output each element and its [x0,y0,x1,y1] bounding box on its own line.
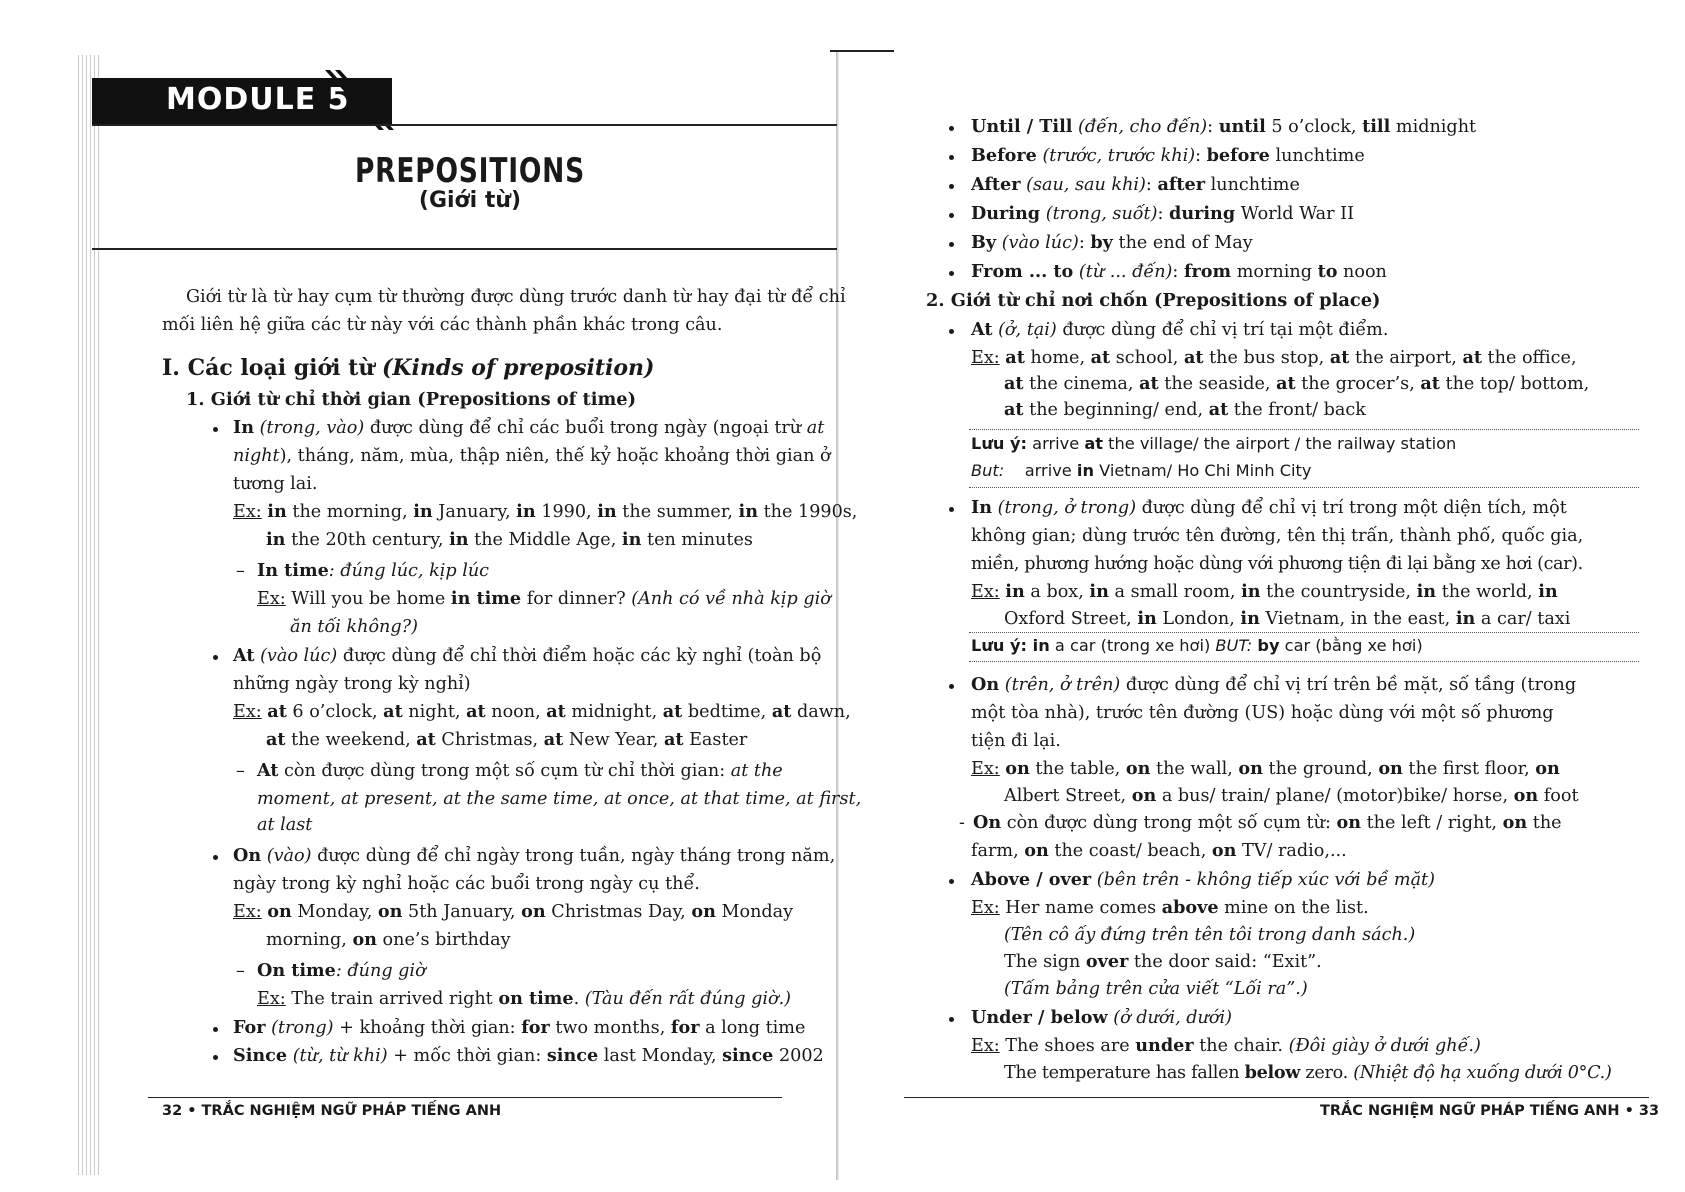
place-in-line-1: In (trong, ở trong) được dùng để chỉ vị trí trong một diện tích, một [971,497,1567,518]
example-text: 1990, [535,502,598,522]
example-text: the top/ bottom, [1439,374,1590,394]
example-text: dawn, [791,702,851,722]
preposition-word: since [722,1045,774,1066]
intro-line-1: Giới từ là từ hay cụm từ thường được dùng trước danh từ hay đại từ để chỉ [186,287,846,307]
in-time-example: Ex: Will you be home in time for dinner? (Anh có về nhà kịp giờ [257,588,831,609]
note-car: Lưu ý: in a car (trong xe hơi) BUT: by car (bằng xe hơi) [971,636,1423,655]
above-line: Above / over (bên trên - không tiếp xúc với bề mặt) [971,869,1435,890]
bullet [213,655,218,660]
example-text: last Monday, [598,1046,723,1066]
example-text: the bus stop, [1203,348,1330,368]
preposition-word: since [546,1045,599,1066]
in-line-1: In (trong, vào) được dùng để chỉ các buổi trong ngày (ngoại trừ at [233,417,825,438]
preposition-word: at [416,729,436,750]
example-text: lunchtime [1269,146,1365,166]
example-text: the summer, [616,502,739,522]
bullet [213,427,218,432]
at-line-2: những ngày trong kỳ nghỉ) [233,674,471,694]
preposition-word: at [771,701,792,722]
bullet [949,271,954,276]
preposition-word: from [1183,261,1232,282]
module-label: MODULE 5 [166,82,350,117]
preposition-word: at [1420,373,1440,394]
preposition-word: at [662,701,683,722]
example-text: two months, [549,1018,671,1038]
in-example-2 [266,526,753,554]
example-text: 6 o’clock, [286,702,384,722]
preposition-word: in [621,529,642,550]
intro-line-2: mối liên hệ giữa các từ này với các thành phần khác trong câu. [162,315,723,335]
example-text: a bus/ train/ plane/ (motor)bike/ horse, [1156,786,1514,806]
preposition-word: in [1241,581,1261,602]
preposition-word: at [383,701,403,722]
example-text: a small room, [1108,582,1242,602]
example-text: midnight, [565,702,663,722]
preposition-word: at [1462,347,1482,368]
bullet [949,242,954,247]
example-text: January, [432,502,517,522]
example-text: the 1990s, [758,502,858,522]
example-text: the grocer’s, [1295,374,1421,394]
section-heading: I. Các loại giới từ (Kinds of preposition) [162,355,655,381]
example-text: the world, [1436,582,1539,602]
example-text: World War II [1235,204,1355,224]
example-text: the front/ back [1228,400,1366,420]
bullet [949,1017,954,1022]
place-at-example-3 [1004,396,1366,424]
example-text: Monday, [291,902,378,922]
preposition-word: at [1004,373,1024,394]
footer-rule [148,1097,782,1098]
note-divider [969,487,1639,488]
place-on-example-2: Albert Street, on a bus/ train/ plane/ (motor)bike/ horse, on foot [1004,785,1579,806]
on-more-line-1: On còn được dùng trong một số cụm từ: on the left / right, on the [973,812,1562,833]
bullet [213,1027,218,1032]
page-subtitle: (Giới từ) [418,188,522,213]
preposition-word: in [1005,581,1025,602]
under-example-2: The temperature has fallen below zero. (Nhiệt độ hạ xuống dưới 0°C.) [1004,1062,1612,1083]
dash: - [959,813,965,833]
dash: – [236,961,245,981]
example-text: the office, [1481,348,1577,368]
example-text: TV/ radio,... [1236,841,1347,861]
example-text: the airport, [1349,348,1463,368]
preposition-word: on [691,901,716,922]
note-arrive-at: Lưu ý: arrive at the village/ the airport / the railway station [971,434,1457,453]
preposition-word: on [1336,812,1361,833]
page-footer-left: 32 • TRẮC NGHIỆM NGỮ PHÁP TIẾNG ANH [162,1103,502,1119]
preposition-word: at [1005,347,1025,368]
preposition-word: in [413,501,433,522]
place-in-line-2: không gian; dùng trước tên đường, tên thị trấn, thành phố, quốc gia, [971,526,1584,546]
in-line-3: tương lai. [233,474,318,494]
example-text: midnight [1390,117,1477,137]
preposition-word: at [1139,373,1159,394]
preposition-word: after [1157,174,1206,195]
example-text: a box, [1024,582,1090,602]
preposition-word: at [1208,399,1229,420]
example-text: a long time [699,1018,806,1038]
above-example-2: The sign over the door said: “Exit”. [1004,951,1322,972]
place-in-example-2: Oxford Street, in London, in Vietnam, in the east, in a car/ taxi [1004,608,1571,629]
page-footer-right: TRẮC NGHIỆM NGỮ PHÁP TIẾNG ANH • 33 [1320,1103,1660,1119]
preposition-word: in [1089,581,1109,602]
by-line: By (vào lúc): by the end of May [971,232,1253,253]
at-line-1: At (vào lúc) được dùng để chỉ thời điểm hoặc các kỳ nghỉ (toàn bộ [233,645,822,666]
example-text: bedtime, [682,702,772,722]
for-line: For (trong) + khoảng thời gian: for two months, for a long time [233,1017,806,1038]
place-at-line: At (ở, tại) được dùng để chỉ vị trí tại một điểm. [971,319,1389,340]
at-more-line-1: At còn được dùng trong một số cụm từ chỉ thời gian: at the [257,760,783,781]
example-text: 2002 [773,1046,824,1066]
bullet [949,184,954,189]
subsection-time: 1. Giới từ chỉ thời gian (Prepositions of time) [186,389,636,410]
example-text: the [1527,813,1562,833]
bullet [949,213,954,218]
preposition-word: at [546,701,566,722]
bullet [949,879,954,884]
example-text: the morning, [286,502,414,522]
preposition-word: in [1240,608,1260,629]
header-rule-bottom [92,248,837,250]
footer-rule [904,1097,1649,1098]
preposition-word: to [1317,261,1338,282]
preposition-word: on [521,901,546,922]
preposition-word: at [1276,373,1296,394]
preposition-word: on [377,901,403,922]
preposition-word: at [267,701,287,722]
bullet [949,507,954,512]
place-on-line-2: một tòa nhà), trước tên đường (US) hoặc dùng với một số phương [971,703,1554,723]
header-rule-top [92,124,837,126]
example-text: noon [1337,262,1387,282]
preposition-word: on [1378,758,1403,779]
on-example-2: morning, on one’s birthday [266,929,511,950]
example-text: ten minutes [641,530,753,550]
preposition-word: in [1416,581,1437,602]
preposition-word: on [1024,840,1049,861]
preposition-word: on [1513,785,1539,806]
example-text: the ground, [1262,759,1379,779]
preposition-word: at [543,729,564,750]
on-line-1: On (vào) được dùng để chỉ ngày trong tuần, ngày tháng trong năm, [233,845,836,866]
example-text: New Year, [563,730,664,750]
bullet [949,155,954,160]
in-example-1: Ex: in the morning, in January, in 1990, in the summer, in the 1990s, [233,501,858,522]
example-text: the cinema, [1023,374,1140,394]
place-in-example-1: Ex: in a box, in a small room, in the countryside, in the world, in [971,581,1558,602]
in-line-2: night), tháng, năm, mùa, thập niên, thế kỷ hoặc khoảng thời gian ở [233,446,831,466]
preposition-word: before [1206,145,1270,166]
at-example-2 [266,726,747,754]
preposition-word: on [1238,758,1263,779]
until-line: Until / Till (đến, cho đến): until 5 o’clock, till midnight [971,116,1477,137]
from-line: From ... to (từ ... đến): from morning to noon [971,261,1387,282]
example-text: the first floor, [1402,759,1536,779]
on-line-2: ngày trong kỳ nghỉ hoặc các buổi trong ngày cụ thể. [233,874,700,894]
example-text: the weekend, [285,730,417,750]
before-line: Before (trước, trước khi): before lunchtime [971,145,1365,166]
place-in-line-3: miền, phương hướng hoặc dùng với phương tiện đi lại bằng xe hơi (car). [971,554,1583,574]
preposition-word: until [1218,116,1266,137]
preposition-word: at [466,701,486,722]
preposition-word: for [670,1017,700,1038]
place-at-example-2 [1004,370,1589,398]
place-on-line-3: tiện đi lại. [971,731,1061,751]
in-time-example-2: ăn tối không?) [290,617,418,637]
preposition-word: in [1455,608,1476,629]
preposition-word: in [266,529,286,550]
preposition-word: in [516,501,536,522]
preposition-word: in [1137,608,1157,629]
bullet [213,855,218,860]
preposition-word: at [1004,399,1024,420]
example-text: the Middle Age, [468,530,622,550]
preposition-word: on [1535,758,1560,779]
right-page [842,0,1685,1192]
since-line: Since (từ, từ khi) + mốc thời gian: since last Monday, since 2002 [233,1045,824,1066]
example-text: the end of May [1112,233,1253,253]
example-text: the beginning/ end, [1023,400,1209,420]
example-text: the coast/ beach, [1048,841,1212,861]
example-text: noon, [485,702,547,722]
preposition-word: at [663,729,684,750]
example-text: London, [1156,609,1241,629]
under-example-1: Ex: The shoes are under the chair. (Đôi giày ở dưới ghế.) [971,1035,1481,1056]
bullet [949,126,954,131]
at-more-line-3: at last [257,815,313,835]
dash: – [236,761,245,781]
example-text: Christmas Day, [545,902,692,922]
preposition-word: for [521,1017,550,1038]
example-text: home, [1024,348,1091,368]
on-time-example: Ex: The train arrived right on time. (Tàu đến rất đúng giờ.) [257,988,792,1009]
dash: – [236,561,245,581]
preposition-word: in [267,501,287,522]
after-line: After (sau, sau khi): after lunchtime [971,174,1300,195]
module-banner [92,78,392,124]
above-example-1: Ex: Her name comes above mine on the list. [971,897,1369,918]
example-text: 5 o’clock, [1265,117,1363,137]
bullet [949,329,954,334]
preposition-word: in [1538,581,1558,602]
preposition-word: at [1090,347,1111,368]
preposition-word: in [449,529,469,550]
preposition-word: on [1131,785,1157,806]
example-text: 5th January, [402,902,522,922]
above-example-1-vi: (Tên cô ấy đứng trên tên tôi trong danh sách.) [1004,925,1416,945]
example-text: the left / right, [1361,813,1503,833]
preposition-word: on [1125,758,1151,779]
bullet [949,684,954,689]
example-text: Vietnam, in the east, [1259,609,1456,629]
page-title: PREPOSITIONS [354,151,586,191]
example-text: night, [402,702,467,722]
example-text: Monday [715,902,794,922]
example-text: the 20th century, [285,530,450,550]
example-text: Easter [683,730,748,750]
on-example-1: Ex: on Monday, on 5th January, on Christmas Day, on Monday [233,901,794,922]
during-line: During (trong, suốt): during World War II [971,203,1355,224]
at-example-1: Ex: at 6 o’clock, at night, at noon, at midnight, at bedtime, at dawn, [233,701,851,722]
preposition-word: during [1169,203,1236,224]
note-divider [969,661,1639,662]
under-line: Under / below (ở dưới, dưới) [971,1007,1232,1028]
example-text: Christmas, [435,730,544,750]
example-text: school, [1110,348,1184,368]
example-text: foot [1538,786,1579,806]
preposition-word: on [1211,840,1237,861]
preposition-word: at [1329,347,1350,368]
above-example-2-vi: (Tấm bảng trên cửa viết “Lối ra”.) [1004,979,1308,999]
example-text: the seaside, [1158,374,1277,394]
preposition-word: at [266,729,286,750]
example-text: the countryside, [1260,582,1417,602]
on-more-line-2: farm, on the coast/ beach, on TV/ radio,... [971,840,1347,861]
note-arrive-in: But: arrive in Vietnam/ Ho Chi Minh City [971,461,1312,480]
example-text: the wall, [1150,759,1239,779]
example-text: lunchtime [1205,175,1300,195]
preposition-word: by [1090,232,1113,253]
at-more-line-2: moment, at present, at the same time, at once, at that time, at first, [257,789,862,809]
bullet [213,1055,218,1060]
on-time-line: On time: đúng giờ [257,960,426,981]
preposition-word: in [597,501,617,522]
place-on-example-1: Ex: on the table, on the wall, on the ground, on the first floor, on [971,758,1560,779]
preposition-word: at [1183,347,1204,368]
preposition-word: on [1502,812,1528,833]
subsection-place: 2. Giới từ chỉ nơi chốn (Prepositions of place) [926,290,1381,311]
preposition-word: on [1005,758,1030,779]
in-time-line: In time: đúng lúc, kịp lúc [257,560,490,581]
preposition-word: on [267,901,292,922]
example-text: morning [1231,262,1318,282]
place-at-example-1: Ex: at home, at school, at the bus stop, at the airport, at the office, [971,347,1577,368]
place-on-line-1: On (trên, ở trên) được dùng để chỉ vị trí trên bề mặt, số tầng (trong [971,674,1577,695]
example-text: a car/ taxi [1475,609,1571,629]
preposition-word: till [1362,116,1391,137]
example-text: the table, [1029,759,1126,779]
preposition-word: in [738,501,758,522]
